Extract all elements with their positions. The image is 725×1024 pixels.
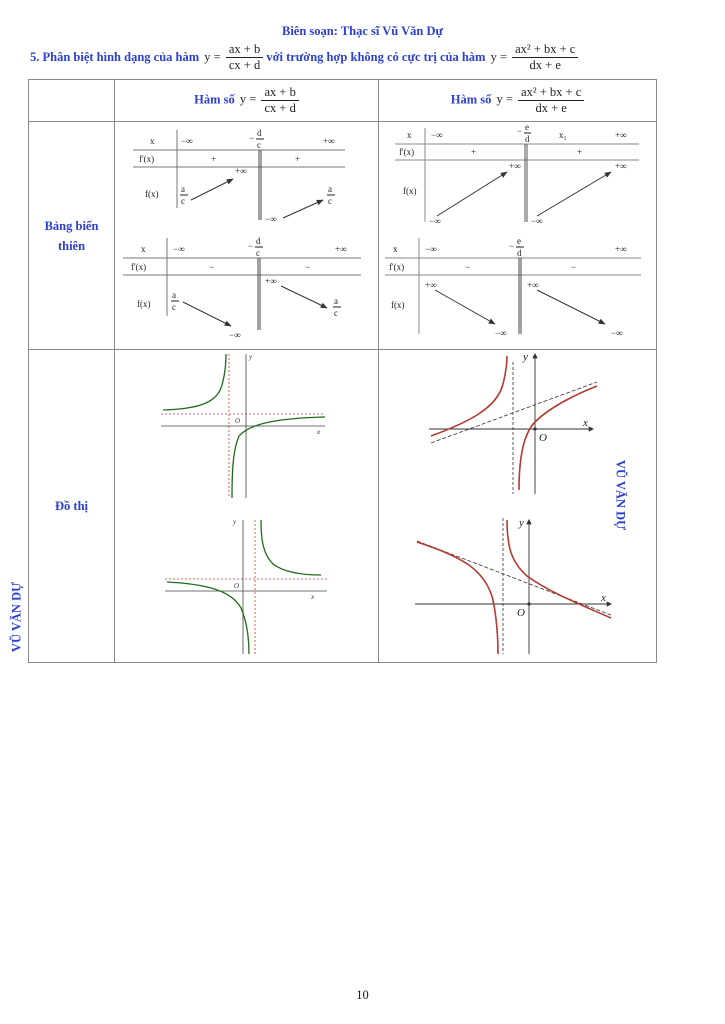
- col-header-y-eq: y =: [239, 92, 257, 107]
- bbt-ninf: −∞: [173, 244, 185, 254]
- variation-tables-linear: [115, 122, 379, 350]
- row-label-line-2: thiên: [57, 238, 86, 253]
- bbt-pinf: +∞: [335, 244, 347, 254]
- fraction-denominator: cx + d: [264, 101, 296, 115]
- fraction-denominator: dx + e: [535, 101, 567, 115]
- bbt-den-d: d: [525, 134, 530, 144]
- bbt-ninf: −∞: [431, 130, 443, 140]
- col-header-label: Hàm số: [450, 92, 492, 107]
- origin-point: [527, 602, 530, 605]
- graph-x-label: x: [317, 428, 321, 436]
- curve-branch-right: [519, 386, 597, 490]
- variation-tables-linear-svg: [115, 122, 379, 344]
- bbt-ninf: −∞: [429, 216, 441, 226]
- bbt-x-label: x: [150, 136, 155, 146]
- col-header-rational-linear: [115, 80, 379, 122]
- graph-y-label: y: [249, 353, 253, 361]
- table-corner: [29, 80, 115, 122]
- bbt-den-c: c: [328, 196, 332, 206]
- comparison-table: [28, 79, 657, 663]
- bbt-minus: −: [509, 241, 515, 251]
- fraction-numerator: ax² + bx + c: [518, 85, 584, 101]
- title-y-eq-2: y =: [490, 50, 507, 64]
- curve-branch-left: [167, 582, 249, 654]
- title-fraction-1: [226, 42, 263, 73]
- bbt-minus: −: [248, 241, 254, 251]
- bbt-ninf: −∞: [611, 328, 623, 338]
- col-header-label: Hàm số: [194, 92, 235, 107]
- bbt-den-c: c: [181, 196, 185, 206]
- bbt-num-a: a: [334, 296, 338, 306]
- bbt-ninf: −∞: [181, 136, 193, 146]
- graph-x-label: x: [311, 593, 315, 601]
- bbt-f-label: f(x): [145, 189, 159, 199]
- col-header-rational-quadratic: [379, 80, 657, 122]
- graph-y-label: y: [519, 517, 524, 529]
- curve-branch-left: [417, 542, 498, 654]
- variation-tables-quadratic-svg: [379, 122, 657, 344]
- bbt-num-e: e: [525, 122, 529, 132]
- decrease-arrow: [183, 302, 231, 326]
- fraction-denominator: dx + e: [529, 58, 561, 72]
- graph-decreasing-oblique: [415, 517, 611, 654]
- bbt-pinf: +∞: [615, 244, 627, 254]
- title-fraction-2: [512, 42, 578, 73]
- page-header: Biên soạn: Thạc sĩ Vũ Văn Dự: [281, 24, 444, 38]
- fraction-denominator: cx + d: [228, 58, 261, 72]
- col-header-fraction: [261, 85, 298, 116]
- bbt-fprime-label: f'(x): [399, 147, 415, 157]
- graph-x-label: x: [601, 592, 606, 604]
- curve-branch-right: [261, 520, 321, 575]
- increase-arrow: [191, 179, 233, 200]
- graph-origin-label: O: [234, 582, 240, 590]
- bbt-pinf: +∞: [323, 136, 335, 146]
- row-label-variation-table: [29, 122, 115, 350]
- bbt-pinf: +∞: [265, 276, 277, 286]
- increase-arrow: [537, 172, 611, 216]
- bbt-num-a: a: [181, 184, 185, 194]
- increase-arrow: [283, 200, 323, 218]
- col-header-y-eq: y =: [496, 92, 513, 107]
- col-header-fraction: [518, 85, 584, 116]
- bbt-pinf: +∞: [425, 280, 437, 290]
- increase-arrow: [437, 172, 507, 216]
- title-prefix: 5. Phân biệt hình dạng của hàm: [30, 50, 200, 64]
- bbt-f-label: f(x): [137, 299, 151, 309]
- curve-branch-left: [163, 354, 226, 410]
- origin-point: [533, 427, 536, 430]
- graph-y-label: y: [523, 351, 528, 363]
- bbt-f-label: f(x): [403, 186, 417, 196]
- fraction-numerator: ax + b: [261, 85, 298, 101]
- variation-tables-quadratic: [379, 122, 657, 350]
- graph-origin-label: O: [235, 417, 241, 425]
- bbt-den-c: c: [334, 308, 338, 318]
- fraction-numerator: ax + b: [226, 42, 263, 58]
- bbt-ninf: −∞: [495, 328, 507, 338]
- bbt-pinf: +∞: [235, 166, 247, 176]
- oblique-asymptote: [431, 382, 597, 443]
- variation-table-decreasing: [385, 236, 641, 338]
- variation-table-increasing: [395, 122, 639, 226]
- bbt-sign-plus: +: [211, 154, 217, 164]
- bbt-pinf: +∞: [527, 280, 539, 290]
- bbt-num-a: a: [328, 184, 332, 194]
- bbt-sign-minus: −: [209, 262, 215, 272]
- bbt-pinf: +∞: [509, 161, 521, 171]
- bbt-num-e: e: [517, 236, 521, 246]
- bbt-num-a: a: [172, 290, 176, 300]
- graph-increasing-oblique: [429, 351, 597, 494]
- decrease-arrow: [537, 290, 605, 324]
- title-y-eq-1: y =: [204, 50, 221, 64]
- bbt-sign-minus: −: [465, 262, 471, 272]
- curve-branch-left: [431, 356, 507, 436]
- bbt-den-d: d: [517, 248, 522, 258]
- bbt-sign-plus: +: [471, 147, 477, 157]
- bbt-minus: −: [517, 126, 523, 136]
- bbt-ninf: −∞: [229, 330, 241, 340]
- bbt-x-label: x: [407, 130, 412, 140]
- decrease-arrow: [281, 286, 327, 308]
- bbt-sign-minus: −: [571, 262, 577, 272]
- bbt-sign-plus: +: [295, 154, 301, 164]
- bbt-fprime-label: f'(x): [131, 262, 147, 272]
- bbt-sign-minus: −: [305, 262, 311, 272]
- bbt-den-c: c: [256, 248, 260, 258]
- bbt-den-c: c: [172, 302, 176, 312]
- variation-table-increasing: [133, 128, 345, 224]
- title-middle: với trường hợp không có cực trị của hàm: [266, 50, 486, 64]
- graphs-linear: [115, 350, 379, 663]
- bbt-fprime-label: f'(x): [389, 262, 405, 272]
- bbt-f-label: f(x): [391, 300, 405, 310]
- fraction-numerator: ax² + bx + c: [512, 42, 578, 58]
- variation-table-decreasing: [123, 236, 361, 340]
- bbt-x-label: x: [393, 244, 398, 254]
- graph-increasing-hyperbola: [161, 353, 325, 498]
- curve-branch-right: [507, 520, 611, 618]
- graph-origin-label: O: [517, 607, 525, 619]
- bbt-fprime-label: f'(x): [139, 154, 155, 164]
- bbt-ninf: −∞: [425, 244, 437, 254]
- bbt-ninf: −∞: [531, 216, 543, 226]
- bbt-minus: −: [249, 133, 255, 143]
- graph-y-label: y: [233, 518, 237, 526]
- graphs-linear-svg: [115, 350, 379, 657]
- row-label-graph: [29, 350, 115, 663]
- bbt-num-d: d: [256, 236, 261, 246]
- graph-decreasing-hyperbola: [165, 518, 327, 654]
- watermark-left: VŨ VĂN DỰ: [9, 581, 24, 653]
- bbt-x1: x₁: [559, 130, 567, 140]
- section-title: [30, 42, 670, 73]
- row-label-line-1: Bảng biến: [44, 218, 99, 233]
- bbt-ninf: −∞: [265, 214, 277, 224]
- graph-origin-label: O: [539, 432, 547, 444]
- row-label-text: Đồ thị: [55, 499, 88, 513]
- graph-x-label: x: [583, 417, 588, 429]
- bbt-pinf: +∞: [615, 130, 627, 140]
- bbt-x-label: x: [141, 244, 146, 254]
- watermark-right: VŨ VĂN DỰ: [613, 459, 628, 531]
- bbt-den-c: c: [257, 140, 261, 150]
- page-number: 10: [356, 988, 369, 1002]
- bbt-num-d: d: [257, 128, 262, 138]
- decrease-arrow: [435, 290, 495, 324]
- bbt-pinf: +∞: [615, 161, 627, 171]
- bbt-sign-plus: +: [577, 147, 583, 157]
